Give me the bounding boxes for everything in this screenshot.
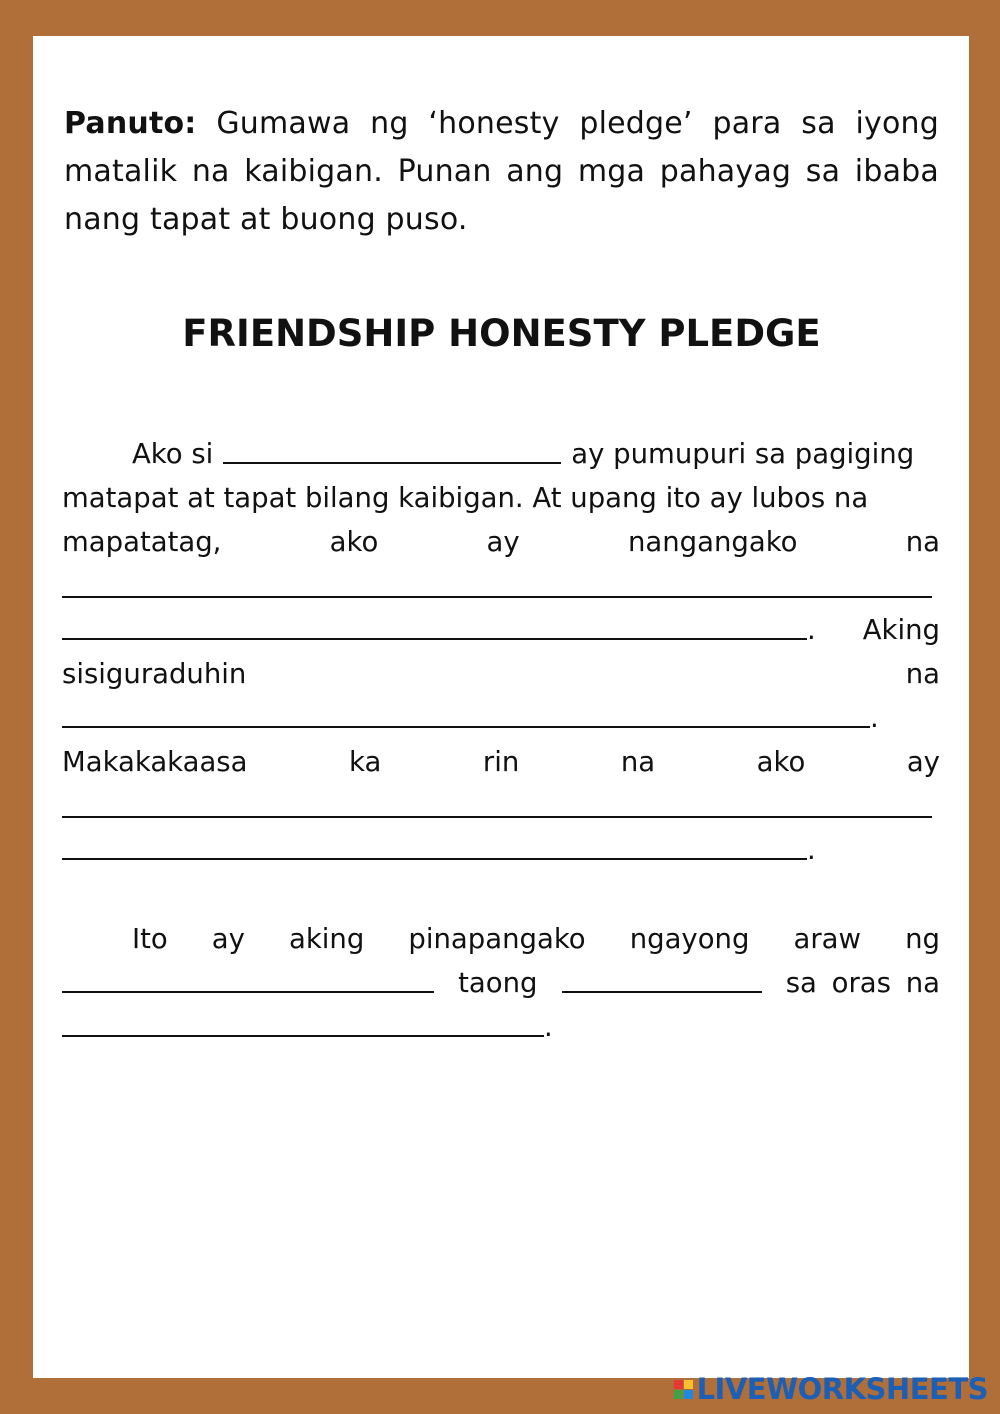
pledge-line-6 bbox=[62, 652, 940, 696]
assurance-blank[interactable] bbox=[62, 702, 870, 728]
brand-name: LIVEWORKSHEETS bbox=[696, 1372, 988, 1406]
word-ng: ng bbox=[905, 923, 940, 955]
day-blank[interactable] bbox=[62, 967, 434, 993]
pledge-line-9 bbox=[62, 784, 940, 828]
word-na: na bbox=[620, 746, 656, 778]
word-na: na bbox=[905, 658, 940, 690]
word-na: na bbox=[905, 526, 940, 558]
pledge-paragraph bbox=[62, 432, 940, 872]
sa-oras-na-text: sa oras na bbox=[785, 967, 940, 999]
word-ka: ka bbox=[349, 746, 382, 778]
after-name-text: ay pumupuri sa pagiging bbox=[571, 438, 915, 470]
period: . bbox=[544, 1011, 553, 1043]
word-mapatatag: mapatatag, bbox=[62, 526, 222, 558]
word-ay: ay bbox=[486, 526, 520, 558]
pledge-line-4 bbox=[62, 564, 940, 608]
year-blank[interactable] bbox=[562, 967, 762, 993]
expect-blank-2[interactable] bbox=[62, 834, 807, 860]
liveworksheets-icon bbox=[674, 1380, 693, 1399]
pledge-line-7 bbox=[62, 696, 940, 740]
time-blank[interactable] bbox=[62, 1011, 544, 1037]
page-title: FRIENDSHIP HONESTY PLEDGE bbox=[182, 312, 821, 355]
pledge-line-8 bbox=[62, 740, 940, 784]
pledge-line-1 bbox=[62, 432, 940, 476]
period: . bbox=[807, 614, 816, 646]
word-ito: Ito bbox=[132, 923, 168, 955]
word-ngayong: ngayong bbox=[629, 923, 750, 955]
closing-paragraph bbox=[62, 917, 940, 1049]
word-sisiguraduhin: sisiguraduhin bbox=[62, 658, 247, 690]
liveworksheets-logo bbox=[674, 1372, 988, 1406]
word-makakakaasa: Makakakaasa bbox=[62, 746, 248, 778]
closing-line-1 bbox=[62, 917, 940, 961]
period: . bbox=[870, 702, 879, 734]
word-pinapangako: pinapangako bbox=[408, 923, 586, 955]
word-rin: rin bbox=[482, 746, 520, 778]
pledge-line-2: matapat at tapat bilang kaibigan. At upang ito ay lubos na bbox=[62, 482, 869, 514]
word-nangangako: nangangako bbox=[627, 526, 798, 558]
name-blank[interactable] bbox=[223, 438, 561, 464]
word-aking: Aking bbox=[862, 614, 940, 646]
pledge-line-3 bbox=[62, 520, 940, 564]
word-aking: aking bbox=[289, 923, 365, 955]
period: . bbox=[807, 834, 816, 866]
word-ako: ako bbox=[756, 746, 806, 778]
instructions-label: Panuto: bbox=[64, 106, 197, 141]
instructions bbox=[64, 100, 939, 244]
pledge-line-5 bbox=[62, 608, 940, 652]
instructions-text: Gumawa ng ‘honesty pledge’ para sa iyong matalik na kaibigan. Punan ang mga pahayag sa ibaba nang tapat at buong puso. bbox=[64, 106, 939, 237]
closing-line-3 bbox=[62, 1005, 940, 1049]
promise-blank-2[interactable] bbox=[62, 614, 807, 640]
word-ay: ay bbox=[906, 746, 940, 778]
word-ako: ako bbox=[329, 526, 379, 558]
word-taong: taong bbox=[458, 967, 538, 999]
word-ay: ay bbox=[211, 923, 245, 955]
promise-blank-1[interactable] bbox=[62, 572, 932, 598]
closing-line-2 bbox=[62, 961, 940, 1005]
pledge-line-10 bbox=[62, 828, 940, 872]
word-araw: araw bbox=[793, 923, 862, 955]
expect-blank-1[interactable] bbox=[62, 792, 932, 818]
ako-si-text: Ako si bbox=[132, 438, 214, 470]
